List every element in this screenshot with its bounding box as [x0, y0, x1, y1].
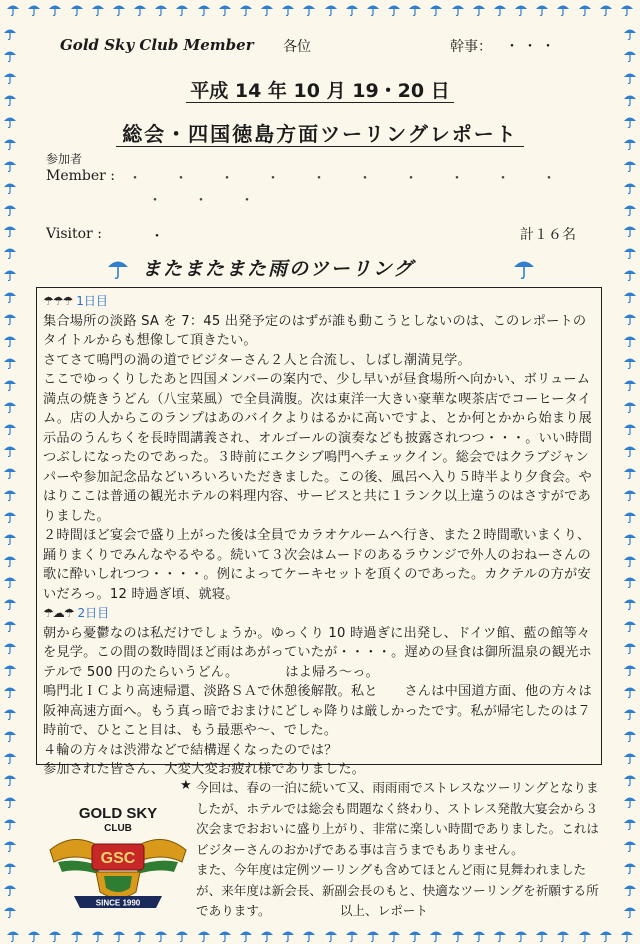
- umbrella-icon: [366, 2, 380, 16]
- umbrella-icon: [3, 223, 17, 237]
- umbrella-icon: [175, 928, 189, 942]
- umbrella-icon: [623, 355, 637, 369]
- subtitle-text: またまたまた雨のツーリング: [142, 258, 415, 280]
- umbrella-icon: [70, 2, 84, 16]
- umbrella-icon: [387, 2, 401, 16]
- umbrella-icon: [281, 2, 295, 16]
- logo-badge-text: GSC: [100, 850, 136, 867]
- umbrella-icon: [623, 267, 637, 281]
- umbrella-icon: [3, 816, 17, 830]
- umbrella-icon: [3, 772, 17, 786]
- umbrella-icon: [556, 928, 570, 942]
- umbrella-icon: [623, 399, 637, 413]
- umbrella-border-left: [3, 26, 17, 918]
- day1-paragraph: ２時間ほど宴会で盛り上がった後は全員でカラオケルームへ行き、また２時間歌いまくり、踊りまくりでみんなやるやる。続いて３次会はムードのあるラウンジで外人のおねーさんの歌に酔いしれつつ・・・・。例によってケーキセットを頂くのであった。カクテルの方が安いだろっ。12 時過ぎ頃、就寝。: [43, 528, 591, 602]
- day2-paragraph: 朝から憂鬱なのは私だけでしょうか。ゆっくり 10 時過ぎに出発し、ドイツ館、藍の館等々を見学。この間の数時間ほど雨はあがっていたが・・・・。遅めの昼食は御所温泉の観光ホテルで 500 円のたらいうどん。 はよ帰ろ～っ。: [43, 625, 592, 680]
- umbrella-icon: [106, 256, 130, 280]
- umbrella-icon: [3, 48, 17, 62]
- umbrella-border-top: [6, 2, 634, 16]
- star-icon: ★: [180, 778, 192, 793]
- umbrella-icon: [3, 465, 17, 479]
- umbrella-icon: [3, 904, 17, 918]
- umbrella-icon: [6, 2, 20, 16]
- umbrella-icon: [260, 928, 274, 942]
- umbrella-icon: [3, 443, 17, 457]
- umbrella-icon: [154, 2, 168, 16]
- umbrella-icon: [197, 928, 211, 942]
- umbrella-icon: [408, 2, 422, 16]
- gold-sky-club-logo: [44, 800, 192, 912]
- umbrella-icon: [623, 904, 637, 918]
- umbrella-icon: [218, 928, 232, 942]
- umbrella-icon: [3, 267, 17, 281]
- umbrella-icon: [3, 882, 17, 896]
- umbrella-icon: [556, 2, 570, 16]
- umbrella-icon: [623, 772, 637, 786]
- day2-label: 2日目: [77, 606, 110, 620]
- umbrella-icon: [3, 289, 17, 303]
- visitor-value: ・: [150, 229, 164, 245]
- umbrella-icon: [366, 928, 380, 942]
- umbrella-icon: [3, 596, 17, 610]
- umbrella-icon: [3, 202, 17, 216]
- umbrella-icon: [3, 421, 17, 435]
- umbrella-icon: [27, 2, 41, 16]
- umbrella-icon: [324, 2, 338, 16]
- umbrella-icon: [623, 684, 637, 698]
- umbrella-icon: [3, 794, 17, 808]
- member-list-row1: ・・・・・・・・・・: [128, 171, 588, 187]
- umbrella-icon: [3, 333, 17, 347]
- umbrella-icon: [197, 2, 211, 16]
- footer-paragraph: また、今年度は定例ツーリングも含めてほとんど雨に見舞われましたが、来年度は新会長、新副会長のもと、快適なツーリングを祈願する所であります。 以上、レポート: [196, 862, 599, 918]
- umbrella-icon: [6, 928, 20, 942]
- visitor-label: Visitor :: [46, 226, 102, 242]
- umbrella-icon: [514, 928, 528, 942]
- umbrella-icon: [3, 553, 17, 567]
- umbrella-icon: [620, 928, 634, 942]
- umbrella-icon: [239, 2, 253, 16]
- umbrella-icon: [623, 531, 637, 545]
- umbrella-icon: [3, 728, 17, 742]
- member-list-row2: ・・・: [148, 193, 286, 209]
- umbrella-icon: [512, 256, 536, 280]
- umbrella-icon: [623, 311, 637, 325]
- honorific: 各位: [283, 39, 311, 55]
- umbrella-icon: [3, 684, 17, 698]
- umbrella-icon: [623, 26, 637, 40]
- umbrella-icon: [623, 421, 637, 435]
- umbrella-icon: [623, 333, 637, 347]
- umbrella-icon: [623, 289, 637, 303]
- umbrella-icon: [599, 928, 613, 942]
- umbrella-icon: [623, 377, 637, 391]
- umbrella-icon: [429, 928, 443, 942]
- umbrella-icon: [175, 2, 189, 16]
- umbrella-icon: [3, 531, 17, 545]
- umbrella-icon: [451, 928, 465, 942]
- umbrella-icon: [535, 2, 549, 16]
- umbrella-icon: [27, 928, 41, 942]
- umbrella-icon: [133, 2, 147, 16]
- umbrella-icon: [48, 2, 62, 16]
- umbrella-icon: [578, 2, 592, 16]
- day1-paragraph: 集合場所の淡路 SA を 7：45 出発予定のはずが誰も動こうとしないのは、このレポートのタイトルからも想像して頂きたい。: [43, 313, 587, 348]
- umbrella-icon: [3, 838, 17, 852]
- umbrella-icon: [302, 2, 316, 16]
- umbrella-icon: [451, 2, 465, 16]
- organizer-value: ・・・: [505, 39, 559, 55]
- day2-heading: [43, 604, 595, 624]
- umbrella-icon: [623, 596, 637, 610]
- umbrella-icon: [3, 640, 17, 654]
- logo-sub-text: CLUB: [104, 823, 132, 834]
- umbrella-icon: [48, 928, 62, 942]
- umbrella-icon: [623, 443, 637, 457]
- day1-heading: [43, 292, 595, 312]
- day1-paragraph: ここでゆっくりしたあと四国メンバーの案内で、少し早いが昼食場所へ向かい、ボリューム満点の焼きうどん（八宝菜風）で全員満腹。次は東洋一大きい豪華な喫茶店でコーヒータイム。店の人からこのランプはあのバイクよりはるかに高いですよ、とか何とかから始まり展示品のうんちくを長時間講義され、オルゴールの演奏なども披露されつつ・・・。いい時間つぶしになったのであった。３時前にエクシブ鳴門へチェックイン。総会ではクラブジャンパーや参加記念品などいろいろいただきました。この後、風呂へ入り５時半より夕食会。やはりここは普通の観光ホテルの料理内容、サービスと共に１ランク以上違うのはさすがでありました。: [43, 372, 593, 524]
- report-box: [36, 287, 602, 777]
- event-date: [0, 76, 640, 103]
- umbrella-icon: [623, 487, 637, 501]
- day1-paragraph: さてさて鳴門の渦の道でビジターさん２人と合流し、しばし潮満見学。: [43, 352, 471, 368]
- rain-icons: ☂☂☂: [43, 294, 73, 308]
- umbrella-border-right: [623, 26, 637, 918]
- umbrella-icon: [623, 882, 637, 896]
- umbrella-icon: [3, 26, 17, 40]
- umbrella-icon: [324, 928, 338, 942]
- umbrella-icon: [493, 2, 507, 16]
- report-title-text: 総会・四国徳島方面ツーリングレポート: [116, 122, 524, 147]
- umbrella-icon: [345, 2, 359, 16]
- umbrella-icon: [302, 928, 316, 942]
- day2-paragraph: ４輪の方々は渋滞などで結構遅くなったのでは？: [43, 742, 338, 758]
- umbrella-icon: [3, 574, 17, 588]
- umbrella-icon: [112, 928, 126, 942]
- umbrella-icon: [3, 158, 17, 172]
- umbrella-icon: [3, 509, 17, 523]
- footer-note: [196, 778, 608, 922]
- umbrella-icon: [623, 553, 637, 567]
- club-name: Gold Sky Club Member: [60, 36, 254, 54]
- umbrella-icon: [623, 816, 637, 830]
- umbrella-icon: [3, 750, 17, 764]
- umbrella-icon: [3, 399, 17, 413]
- umbrella-icon: [91, 2, 105, 16]
- umbrella-icon: [91, 928, 105, 942]
- umbrella-icon: [620, 2, 634, 16]
- umbrella-icon: [623, 574, 637, 588]
- umbrella-icon: [3, 355, 17, 369]
- umbrella-icon: [154, 928, 168, 942]
- umbrella-icon: [493, 928, 507, 942]
- umbrella-icon: [623, 245, 637, 259]
- weather-icons: ☂☁☂: [43, 606, 74, 620]
- organizer-label: 幹事：: [450, 39, 492, 55]
- day1-label: 1日目: [76, 294, 108, 308]
- umbrella-icon: [260, 2, 274, 16]
- participants-label: 参加者: [46, 152, 83, 166]
- day2-paragraph: 参加された皆さん、大変大変お疲れ様でありました。: [43, 762, 366, 777]
- logo-since-text: SINCE 1990: [95, 898, 141, 908]
- umbrella-icon: [281, 928, 295, 942]
- event-date-text: 平成 14 年 10 月 19・20 日: [186, 80, 453, 103]
- umbrella-icon: [3, 311, 17, 325]
- umbrella-icon: [578, 928, 592, 942]
- day2-paragraph: 鳴門北ＩＣより高速帰還、淡路ＳＡで休憩後解散。私と さんは中国道方面、他の方々は阪神高速方面へ。もう真っ暗でおまけにどしゃ降りは厳しかったです。私が帰宅したのは７時前で、ひとこと目は、もう最悪や～、でした。: [43, 684, 592, 738]
- umbrella-icon: [623, 750, 637, 764]
- footer-paragraph: 今回は、春の一泊に続いて又、雨雨雨でストレスなツーリングとなりましたが、ホテルでは総会も問題なく終わり、ストレス発散大宴会から３次会までおおいに盛り上がり、非常に楽しい時間でありました。これはビジターさんのおかげである事は言うまでもありません。: [196, 780, 599, 857]
- umbrella-icon: [623, 158, 637, 172]
- umbrella-icon: [3, 245, 17, 259]
- umbrella-icon: [3, 662, 17, 676]
- umbrella-icon: [133, 928, 147, 942]
- umbrella-icon: [112, 2, 126, 16]
- umbrella-icon: [623, 465, 637, 479]
- umbrella-icon: [239, 928, 253, 942]
- umbrella-icon: [472, 2, 486, 16]
- umbrella-icon: [387, 928, 401, 942]
- umbrella-icon: [218, 2, 232, 16]
- participant-total: 計１６名: [520, 227, 576, 243]
- umbrella-icon: [623, 838, 637, 852]
- umbrella-icon: [623, 640, 637, 654]
- umbrella-border-bottom: [6, 928, 634, 942]
- umbrella-icon: [3, 487, 17, 501]
- umbrella-icon: [623, 509, 637, 523]
- umbrella-icon: [345, 928, 359, 942]
- logo-top-text: GOLD SKY: [78, 805, 158, 822]
- umbrella-icon: [623, 794, 637, 808]
- umbrella-icon: [623, 706, 637, 720]
- umbrella-icon: [623, 48, 637, 62]
- umbrella-icon: [623, 860, 637, 874]
- umbrella-icon: [70, 928, 84, 942]
- subtitle-banner: [106, 254, 536, 282]
- report-title: [0, 118, 640, 147]
- umbrella-icon: [623, 180, 637, 194]
- umbrella-icon: [3, 706, 17, 720]
- umbrella-icon: [3, 377, 17, 391]
- umbrella-icon: [472, 928, 486, 942]
- umbrella-icon: [599, 2, 613, 16]
- member-label: Member :: [46, 168, 116, 184]
- umbrella-icon: [3, 618, 17, 632]
- umbrella-icon: [3, 180, 17, 194]
- umbrella-icon: [3, 860, 17, 874]
- umbrella-icon: [623, 618, 637, 632]
- umbrella-icon: [514, 2, 528, 16]
- umbrella-icon: [623, 728, 637, 742]
- umbrella-icon: [429, 2, 443, 16]
- umbrella-icon: [408, 928, 422, 942]
- umbrella-icon: [623, 202, 637, 216]
- umbrella-icon: [623, 223, 637, 237]
- umbrella-icon: [535, 928, 549, 942]
- umbrella-icon: [623, 662, 637, 676]
